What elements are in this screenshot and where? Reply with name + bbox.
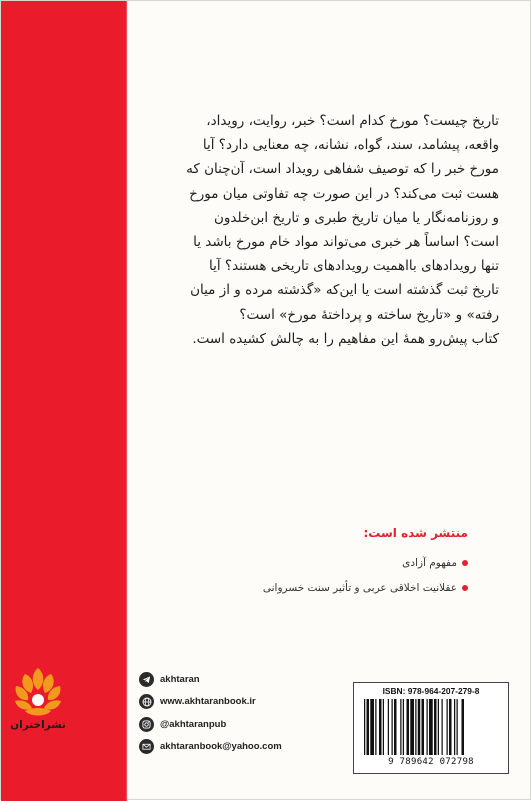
globe-icon (139, 694, 154, 709)
barcode-bar (449, 699, 452, 755)
published-item (263, 575, 468, 600)
barcode-bar (375, 699, 376, 755)
barcode-bar (370, 699, 374, 755)
contact-telegram (139, 668, 282, 691)
barcode-graphic (362, 699, 500, 755)
barcode-bar (383, 699, 384, 755)
barcode-bar (392, 699, 393, 755)
contact-website (139, 691, 282, 714)
barcode-bar (403, 699, 404, 755)
instagram-icon (139, 717, 154, 732)
bullet-icon (462, 560, 468, 566)
barcode-bar (454, 699, 455, 755)
barcode-bar (394, 699, 397, 755)
barcode-digits: 9 789642 072798 (388, 757, 474, 767)
blurb-line: رفته» و «تاریخ ساخته و پرداختهٔ مورخ» است؟ (239, 306, 499, 323)
published-item-title: مفهوم آزادی (402, 556, 457, 569)
barcode-bar (457, 699, 458, 755)
barcode-bar (367, 699, 370, 755)
email-address: akhtaranbook@yahoo.com (160, 741, 282, 753)
published-item (263, 550, 468, 575)
barcode-bar (418, 699, 421, 755)
blurb-line: است؟ اساساً هر خبری می‌تواند مواد خام مورخ باشد یا (193, 234, 499, 251)
blurb-line: تاریخ ثبت گذشته است یا این‌که «گذشته مرده و از میان (190, 282, 499, 299)
barcode-bar (400, 699, 401, 755)
barcode-bar (388, 699, 389, 755)
barcode-bar (438, 699, 439, 755)
blurb-line: واقعه، پیشامد، سند، گواه، نشانه، چه معنایی دارد؟ آیا (202, 137, 499, 154)
blurb-line: و روزنامه‌نگار یا میان تاریخ طبری و تاریخ ابن‌خلدون (214, 209, 499, 226)
published-item-title: عقلانیت اخلاقی عربی و تأثیر سنت خسروانی (262, 581, 457, 594)
band-edge-shadow (125, 1, 128, 801)
contact-email (139, 736, 282, 759)
instagram-handle: @akhtaranpub (160, 718, 227, 730)
barcode-bar (415, 699, 416, 755)
isbn-barcode-box (353, 682, 509, 774)
barcode-bar (379, 699, 382, 755)
barcode-bar (422, 699, 425, 755)
isbn-number: ISBN: 978-964-207-279-8 (382, 686, 480, 696)
barcode-bar (407, 699, 410, 755)
blurb-line: تاریخ چیست؟ مورخ کدام است؟ خبر، روایت، رویداد، (206, 113, 499, 129)
website-url: www.akhtaranbook.ir (160, 696, 256, 708)
blurb-line: مورخ خبر را که توصیف شفاهی رویداد است، آن‌چنان که (186, 161, 499, 178)
barcode-bar (427, 699, 428, 755)
blurb-line: هست ثبت می‌کند؟ در این صورت چه تفاوتی میان مورخ (189, 185, 499, 202)
barcode-bar (434, 699, 437, 755)
published-heading: منتشر شده است: (363, 526, 468, 540)
barcode-bar (442, 699, 443, 755)
blurb-line: کتاب پیش‌رو همهٔ این مفاهیم را به چالش کشیده است. (192, 330, 499, 347)
contact-list (139, 668, 282, 758)
blurb-line: تنها رویدادهای بااهمیت رویدادهای تاریخی هستند؟ آیا (209, 258, 499, 275)
barcode-bar (410, 699, 414, 755)
telegram-icon (139, 672, 154, 687)
barcode-bar (429, 699, 433, 755)
contact-instagram (139, 713, 282, 736)
blurb-text (141, 109, 499, 351)
barcode-bar (364, 699, 365, 755)
bullet-icon (462, 585, 468, 591)
barcode-bar (447, 699, 448, 755)
email-icon (139, 739, 154, 754)
telegram-handle: akhtaran (160, 673, 200, 685)
publisher-name: نشراختران (10, 719, 66, 731)
barcode-bar (462, 699, 465, 755)
published-list (263, 550, 468, 600)
